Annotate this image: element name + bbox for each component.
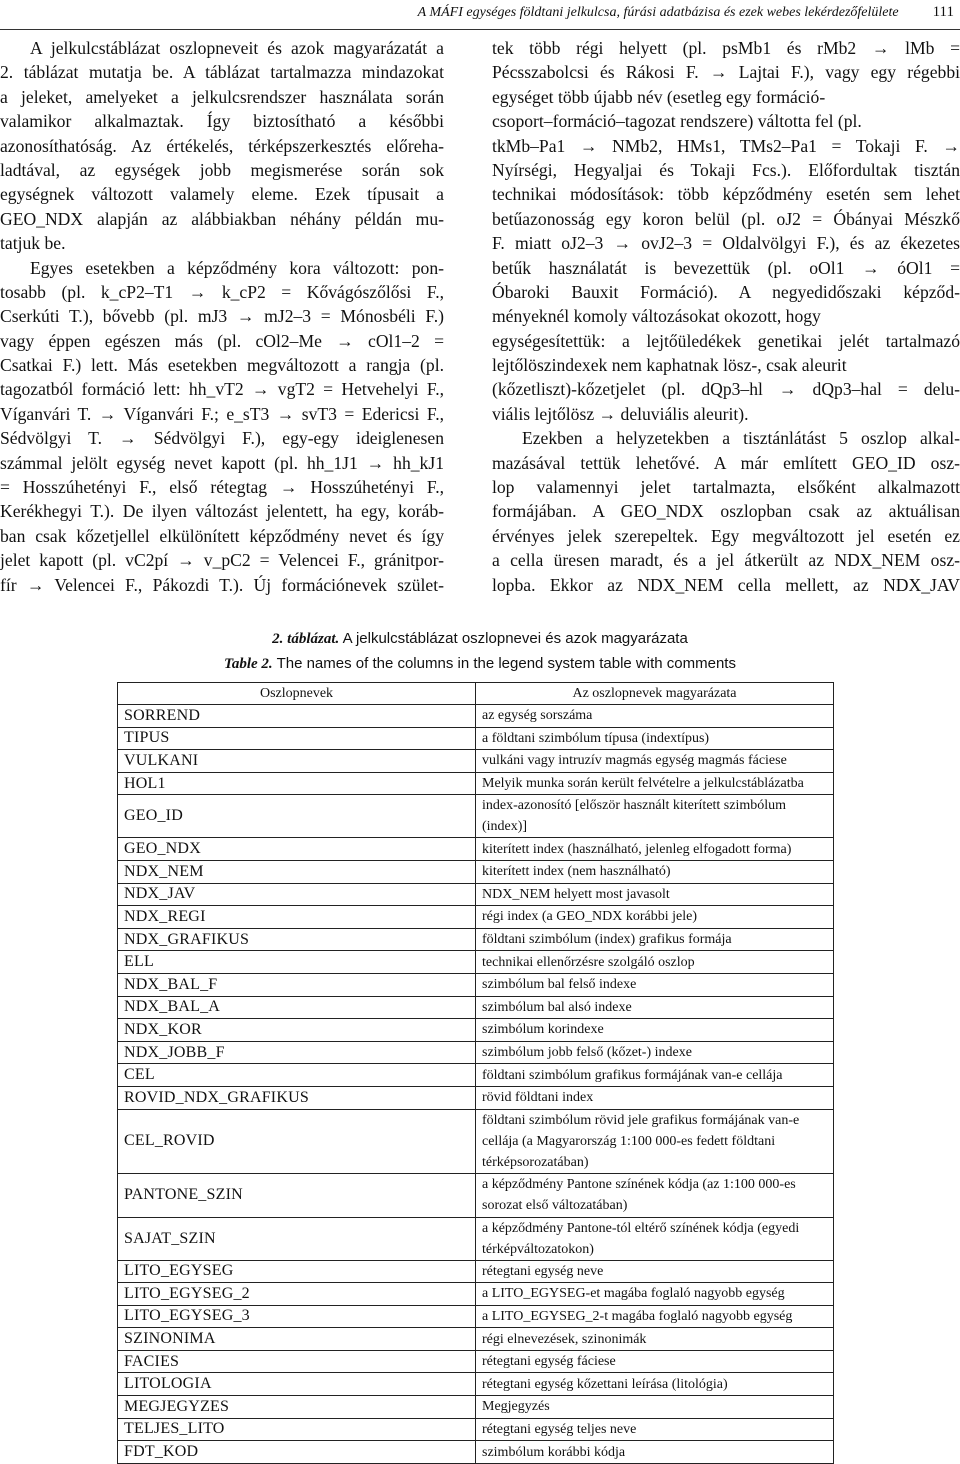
column-name-cell: NDX_BAL_A	[118, 996, 476, 1019]
column-description-cell: a LITO_EGYSEG_2-t magába foglaló nagyobb egység	[476, 1305, 834, 1328]
table-row	[118, 906, 834, 929]
column-description-cell: technikai ellenőrzésre szolgáló oszlop	[476, 951, 834, 974]
column-name-cell: ELL	[118, 951, 476, 974]
column-description-cell: index-azonosító [először használt kiterített szimbólum (index)]	[476, 795, 834, 838]
text-line: Sédvölgyi T. → Sédvölgyi F.), egy-egy ideiglenesen	[0, 428, 444, 449]
column-name-cell: LITO_EGYSEG_3	[118, 1305, 476, 1328]
text-line: formájában. A GEO_NDX oszlopban csak az aktuálisan	[492, 501, 960, 522]
text-line: GEO_NDX alapján az alábbiakban néhány példán mu-	[0, 208, 444, 229]
column-name-cell: NDX_GRAFIKUS	[118, 928, 476, 951]
text-line: tagozatból formáció lett: hh_vT2 → vgT2 = Hetvehelyi F.,	[0, 379, 444, 400]
text-line: tek több régi helyett (pl. psMb1 és rMb2 → lMb =	[492, 38, 960, 58]
legend-columns-table	[117, 682, 834, 1464]
column-name-cell: NDX_JAV	[118, 883, 476, 906]
text-line: tosabb (pl. k_cP2–T1 → k_cP2 = Kővágószőlősi F.,	[0, 281, 444, 302]
column-description-cell: rétegtani egység neve	[476, 1260, 834, 1283]
table-row	[118, 727, 834, 750]
column-name-cell: NDX_NEM	[118, 860, 476, 883]
table-row	[118, 1283, 834, 1306]
column-description-cell: szimbólum korábbi kódja	[476, 1441, 834, 1464]
text-line: fír → Velencei F., Pákozdi T.). Új formációnevek szület-	[0, 574, 444, 595]
running-header	[0, 4, 954, 24]
text-line: ban csak kőzetjellel elkülönített képződmény nevet és így	[0, 525, 444, 546]
text-line: Cserkúti T.), bővebb (pl. mJ3 → mJ2–3 = Mónosbéli F.)	[0, 306, 444, 327]
column-description-cell: földtani szimbólum rövid jele grafikus formájának van-e cellája (a Magyarország 1:100 000-es fedett földtani térképsorozatában)	[476, 1109, 834, 1173]
column-header-names: Oszlopnevek	[118, 683, 476, 705]
column-name-cell: LITOLOGIA	[118, 1373, 476, 1396]
table-row	[118, 1396, 834, 1419]
text-line: Ezekben a helyzetekben a tisztánlátást 5 oszlop alkal-	[522, 428, 960, 449]
text-line: tkMb–Pa1 → NMb2, HMs1, TMs2–Pa1 = Tokaji F. →	[492, 135, 960, 156]
text-line: ményeknél komoly változásokat okozott, hogy	[492, 306, 821, 327]
text-line: Víganvári T. → Víganvári F.; e_sT3 → svT3 = Edericsi F.,	[0, 403, 444, 424]
table-row	[118, 1350, 834, 1373]
table-row	[118, 1328, 834, 1351]
table-row	[118, 1019, 834, 1042]
text-line: Pécsszabolcsi és Rákosi F. → Lajtai F.), vagy egy régebbi	[492, 62, 960, 83]
text-line: számmal jelölt egység nevet kapott (pl. hh_1J1 → hh_kJ1	[0, 452, 444, 473]
table-row	[118, 951, 834, 974]
column-name-cell: ROVID_NDX_GRAFIKUS	[118, 1086, 476, 1109]
table-row	[118, 705, 834, 728]
text-line: azonosíthatóság. Az értékelés, térképszerkesztés előreha-	[0, 135, 444, 156]
text-line: A jelkulcstáblázat oszlopneveit és azok magyarázatát a	[30, 38, 444, 58]
text-line: vagy éppen egészen más (pl. cOl2–Me → cOl1–2 =	[0, 330, 444, 351]
text-line: tatjuk be.	[0, 233, 66, 254]
column-description-cell: földtani szimbólum (index) grafikus formája	[476, 928, 834, 951]
text-line: egységesítettük: a lejtőüledékek genetikai jelét tartalmazó	[492, 330, 960, 351]
left-column	[0, 36, 444, 597]
column-name-cell: GEO_ID	[118, 795, 476, 838]
column-description-cell: szimbólum korindexe	[476, 1019, 834, 1042]
column-description-cell: a földtani szimbólum típusa (indextípus)	[476, 727, 834, 750]
table-row	[118, 795, 834, 838]
table-row	[118, 1217, 834, 1260]
table-row	[118, 1260, 834, 1283]
table-label-en: Table 2.	[224, 656, 273, 672]
table-row	[118, 1064, 834, 1087]
header-rule	[0, 29, 960, 30]
text-line: ladtával, az egységek jobb megismerése során sok	[0, 159, 444, 180]
table-row	[118, 1305, 834, 1328]
text-line: egységnek változott valamely eleme. Ezek típusait a	[0, 184, 444, 205]
column-description-cell: kiterített index (nem használható)	[476, 860, 834, 883]
column-name-cell: HOL1	[118, 772, 476, 795]
text-line: a cella üresen maradt, és a jel átkerült az NDX_NEM osz-	[492, 550, 960, 571]
column-description-cell: a LITO_EGYSEG-et magába foglaló nagyobb egység	[476, 1283, 834, 1306]
page-number: 111	[932, 4, 954, 20]
text-line: jelet kapott (pl. vC2pí → v_pC2 = Velencei F., gránitpor-	[0, 550, 444, 571]
column-description-cell: NDX_NEM helyett most javasolt	[476, 883, 834, 906]
table-caption-hu-text: A jelkulcstáblázat oszlopnevei és azok magyarázata	[342, 630, 688, 647]
column-name-cell: TELJES_LITO	[118, 1418, 476, 1441]
text-line: F. miatt oJ2–3 → ovJ2–3 = Oldalvölgyi F.), és az ékezetes	[492, 233, 960, 254]
table-row	[118, 1441, 834, 1464]
column-description-cell: Megjegyzés	[476, 1396, 834, 1419]
text-line: Egyes esetekben a képződmény kora változott: pon-	[30, 257, 444, 278]
column-name-cell: TIPUS	[118, 727, 476, 750]
text-line: lop valamennyi jelet tartalmazta, elsőként alkalmazott	[492, 477, 960, 498]
column-name-cell: LITO_EGYSEG	[118, 1260, 476, 1283]
text-line: betűazonosság egy koron belül (pl. oJ2 = Óbányai Mészkő	[492, 208, 960, 229]
column-name-cell: MEGJEGYZES	[118, 1396, 476, 1419]
table-caption-hu	[0, 630, 960, 648]
text-line: betűk használatát is bevezettük (pl. oOl1 → óOl1 =	[492, 257, 960, 278]
table-row	[118, 838, 834, 861]
column-name-cell: NDX_JOBB_F	[118, 1041, 476, 1064]
table-row	[118, 928, 834, 951]
column-name-cell: GEO_NDX	[118, 838, 476, 861]
column-description-cell: földtani szimbólum grafikus formájának van-e cellája	[476, 1064, 834, 1087]
text-line: érvényes jelek szerepeltek. Egy megváltozott jel esetén ez	[492, 525, 960, 546]
text-line: Kerékhegyi T.). De ilyen változást jelentett, ha egy, koráb-	[0, 501, 444, 522]
column-description-cell: rétegtani egység kőzettani leírása (litológia)	[476, 1373, 834, 1396]
column-description-cell: a képződmény Pantone színének kódja (az 1:100 000-es sorozat első változatában)	[476, 1173, 834, 1217]
column-name-cell: VULKANI	[118, 750, 476, 773]
column-name-cell: FACIES	[118, 1350, 476, 1373]
text-line: = Hosszúhetényi F., első rétegtag → Hosszúhetényi F.,	[0, 477, 444, 498]
right-column	[492, 36, 960, 597]
table-row	[118, 973, 834, 996]
column-header-descriptions: Az oszlopnevek magyarázata	[476, 683, 834, 705]
table-caption-en	[0, 655, 960, 673]
column-name-cell: CEL	[118, 1064, 476, 1087]
text-line: Csatkai F.) lett. Más esetekben megváltozott a rangja (pl.	[0, 355, 444, 376]
text-line: Nyírségi, Hegyaljai és Tokaji Fcs.). Előfordultak tisztán	[492, 159, 960, 180]
text-line: Óbaroki Bauxit Formáció). A negyedidőszaki képződ-	[492, 281, 960, 302]
column-description-cell: rétegtani egység fáciese	[476, 1350, 834, 1373]
column-description-cell: szimbólum bal alsó indexe	[476, 996, 834, 1019]
table-row	[118, 750, 834, 773]
table-row	[118, 1041, 834, 1064]
table-caption-en-text: The names of the columns in the legend system table with comments	[276, 655, 736, 672]
column-name-cell: SORREND	[118, 705, 476, 728]
column-description-cell: rövid földtani index	[476, 1086, 834, 1109]
column-name-cell: PANTONE_SZIN	[118, 1173, 476, 1217]
table-row	[118, 1173, 834, 1217]
table-row	[118, 1109, 834, 1173]
table-row	[118, 860, 834, 883]
column-name-cell: NDX_BAL_F	[118, 973, 476, 996]
column-description-cell: régi index (a GEO_NDX korábbi jele)	[476, 906, 834, 929]
text-line: a jeleket, amelyeket a jelkulcsrendszer használata során	[0, 86, 444, 107]
column-description-cell: az egység sorszáma	[476, 705, 834, 728]
table-row	[118, 1086, 834, 1109]
column-name-cell: NDX_KOR	[118, 1019, 476, 1042]
column-description-cell: a képződmény Pantone-tól eltérő színének kódja (egyedi térképváltozatokon)	[476, 1217, 834, 1260]
text-line: 2. táblázat mutatja be. A táblázat tartalmazza mindazokat	[0, 62, 444, 83]
table-row	[118, 772, 834, 795]
column-description-cell: szimbólum jobb felső (kőzet-) indexe	[476, 1041, 834, 1064]
table-row	[118, 883, 834, 906]
text-line: csoport–formáció–tagozat rendszere) váltotta fel (pl.	[492, 111, 862, 132]
table-header-row	[118, 683, 834, 705]
column-name-cell: SZINONIMA	[118, 1328, 476, 1351]
table-row	[118, 1418, 834, 1441]
column-description-cell: szimbólum bal felső indexe	[476, 973, 834, 996]
text-line: (kőzetliszt)-kőzetjelet (pl. dQp3–hl → dQp3–hal = delu-	[492, 379, 960, 400]
column-description-cell: régi elnevezések, szinonimák	[476, 1328, 834, 1351]
column-name-cell: LITO_EGYSEG_2	[118, 1283, 476, 1306]
column-description-cell: kiterített index (használható, jelenleg elfogadott forma)	[476, 838, 834, 861]
column-description-cell: rétegtani egység teljes neve	[476, 1418, 834, 1441]
table-label-hu: 2. táblázat.	[272, 631, 340, 647]
text-line: mazásával tettük lehetővé. A már említett GEO_ID osz-	[492, 452, 960, 473]
column-description-cell: Melyik munka során került felvételre a jelkulcstáblázatba	[476, 772, 834, 795]
table-row	[118, 1373, 834, 1396]
column-name-cell: FDT_KOD	[118, 1441, 476, 1464]
column-description-cell: vulkáni vagy intruzív magmás egység magmás fáciese	[476, 750, 834, 773]
text-line: lopba. Ekkor az NDX_NEM cella mellett, az NDX_JAV	[492, 574, 960, 595]
running-title: A MÁFI egységes földtani jelkulcsa, fúrási adatbázisa és ezek webes lekérdezőfelülete	[417, 5, 899, 20]
text-line: egységet több újabb név (esetleg egy formáció-	[492, 86, 826, 107]
column-name-cell: SAJAT_SZIN	[118, 1217, 476, 1260]
text-line: technikai módosítások: több képződmény esetén sem lehet	[492, 184, 960, 205]
text-line: valamikor alkalmaztak. Így biztosítható a későbbi	[0, 111, 444, 132]
column-name-cell: NDX_REGI	[118, 906, 476, 929]
table-row	[118, 996, 834, 1019]
column-name-cell: CEL_ROVID	[118, 1109, 476, 1173]
text-line: viális lejtőlösz → deluviális aleurit).	[492, 403, 749, 424]
text-line: lejtőlöszindexek nem kaphatnak lösz-, csak aleurit	[492, 355, 847, 376]
